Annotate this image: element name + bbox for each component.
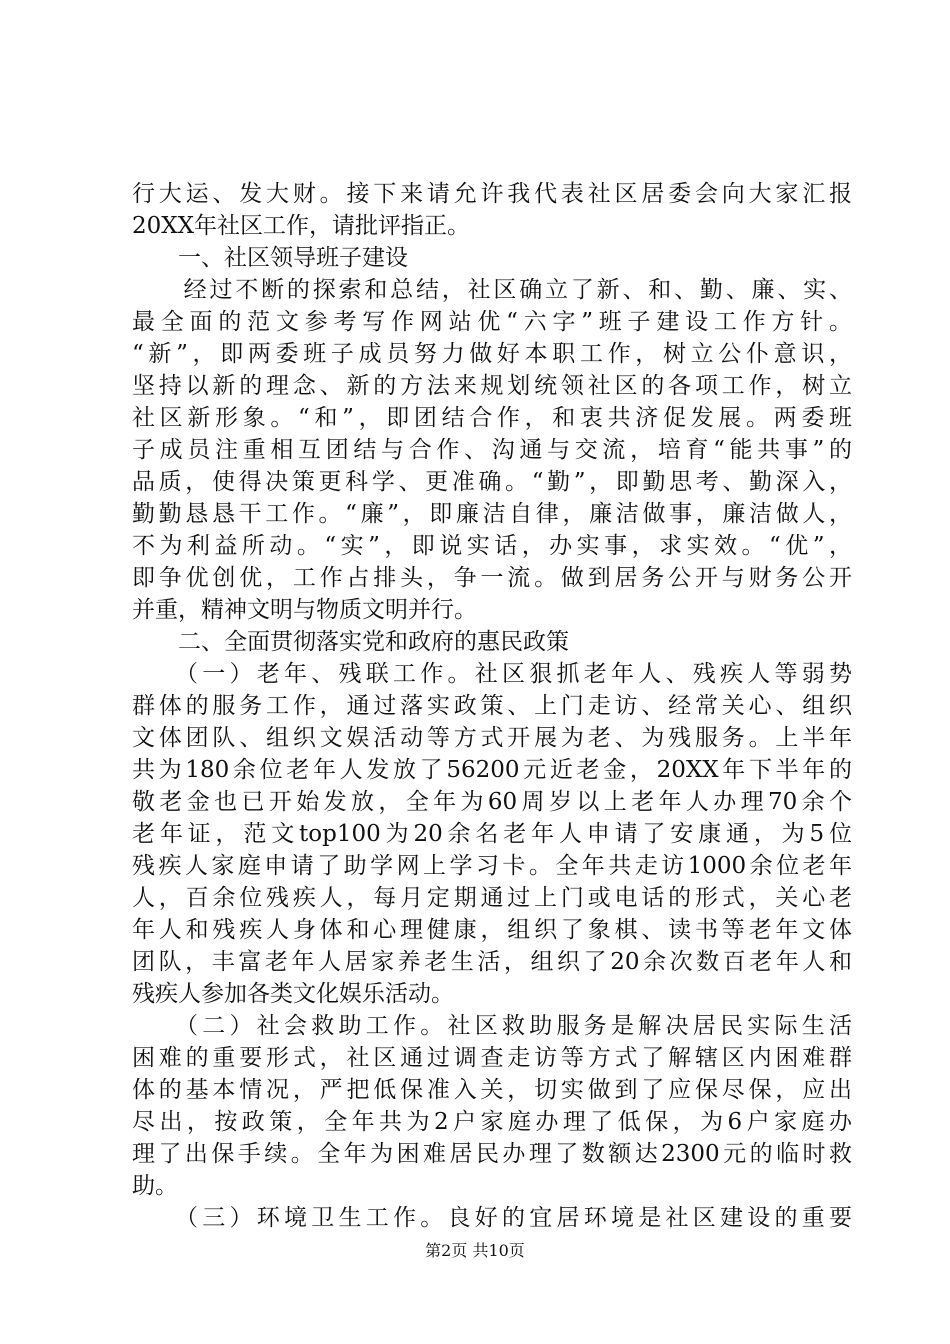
text-line: 人，百余位残疾人，每月定期通过上门或电话的形式，关心老 [132, 885, 852, 911]
text-line: 品质，使得决策更科学、更准确。“勤”，即勤思考、勤深入， [132, 469, 852, 495]
text-line: （三）环境卫生工作。良好的宜居环境是社区建设的重要 [132, 1205, 852, 1231]
text-line: 尽出，按政策，全年共为2户家庭办理了低保，为6户家庭办 [132, 1109, 852, 1135]
text-line: 20XX年社区工作，请批评指正。 [132, 213, 471, 239]
text-line: 群体的服务工作，通过落实政策、上门走访、经常关心、组织 [132, 693, 852, 719]
text-line: 文体团队、组织文娱活动等方式开展为老、为残服务。上半年 [132, 725, 852, 751]
text-line: 最全面的范文参考写作网站优“六字”班子建设工作方针。 [132, 309, 852, 335]
text-line: （二）社会救助工作。社区救助服务是解决居民实际生活 [132, 1013, 852, 1039]
text-line: 困难的重要形式，社区通过调查走访等方式了解辖区内困难群 [132, 1045, 852, 1071]
text-line: 并重，精神文明与物质文明并行。 [132, 597, 477, 623]
text-line: 行大运、发大财。接下来请允许我代表社区居委会向大家汇报 [132, 181, 852, 207]
text-line: 坚持以新的理念、新的方法来规划统领社区的各项工作，树立 [132, 373, 852, 399]
section-heading: 二、全面贯彻落实党和政府的惠民政策 [132, 629, 569, 655]
text-line: 敬老金也已开始发放，全年为60周岁以上老年人办理70余个 [132, 789, 852, 815]
page-number-footer: 第2页 共10页 [425, 1241, 525, 1260]
text-line: 团队，丰富老年人居家养老生活，组织了20余次数百老年人和 [132, 949, 852, 975]
text-line: 年人和残疾人身体和心理健康，组织了象棋、读书等老年文体 [132, 917, 852, 943]
text-line: （一）老年、残联工作。社区狠抓老年人、残疾人等弱势 [132, 661, 852, 687]
text-line: 体的基本情况，严把低保准入关，切实做到了应保尽保，应出 [132, 1077, 852, 1103]
document-body [132, 178, 852, 1234]
text-line: 子成员注重相互团结与合作、沟通与交流，培育“能共事”的 [132, 437, 852, 463]
text-line: 社区新形象。“和”，即团结合作，和衷共济促发展。两委班 [132, 405, 852, 431]
text-line: 残疾人参加各类文化娱乐活动。 [132, 981, 454, 1007]
text-line: 老年证，范文top100为20余名老年人申请了安康通，为5位 [132, 821, 852, 847]
text-line: 理了出保手续。全年为困难居民办理了数额达2300元的临时救 [132, 1141, 852, 1167]
text-line: 共为180余位老年人发放了56200元近老金，20XX年下半年的 [132, 757, 852, 783]
text-line: 勤勤恳恳干工作。“廉”，即廉洁自律，廉洁做事，廉洁做人， [132, 501, 852, 527]
text-line: 即争优创优，工作占排头，争一流。做到居务公开与财务公开 [132, 565, 852, 591]
text-line: 助。 [132, 1173, 178, 1199]
text-line: 残疾人家庭申请了助学网上学习卡。全年共走访1000余位老年 [132, 853, 852, 879]
text-line: 不为利益所动。“实”，即说实话，办实事，求实效。“优”， [132, 533, 852, 559]
text-line: 经过不断的探索和总结，社区确立了新、和、勤、廉、实、 [132, 277, 852, 303]
section-heading: 一、社区领导班子建设 [132, 245, 408, 271]
text-line: “新”，即两委班子成员努力做好本职工作，树立公仆意识， [132, 341, 852, 367]
